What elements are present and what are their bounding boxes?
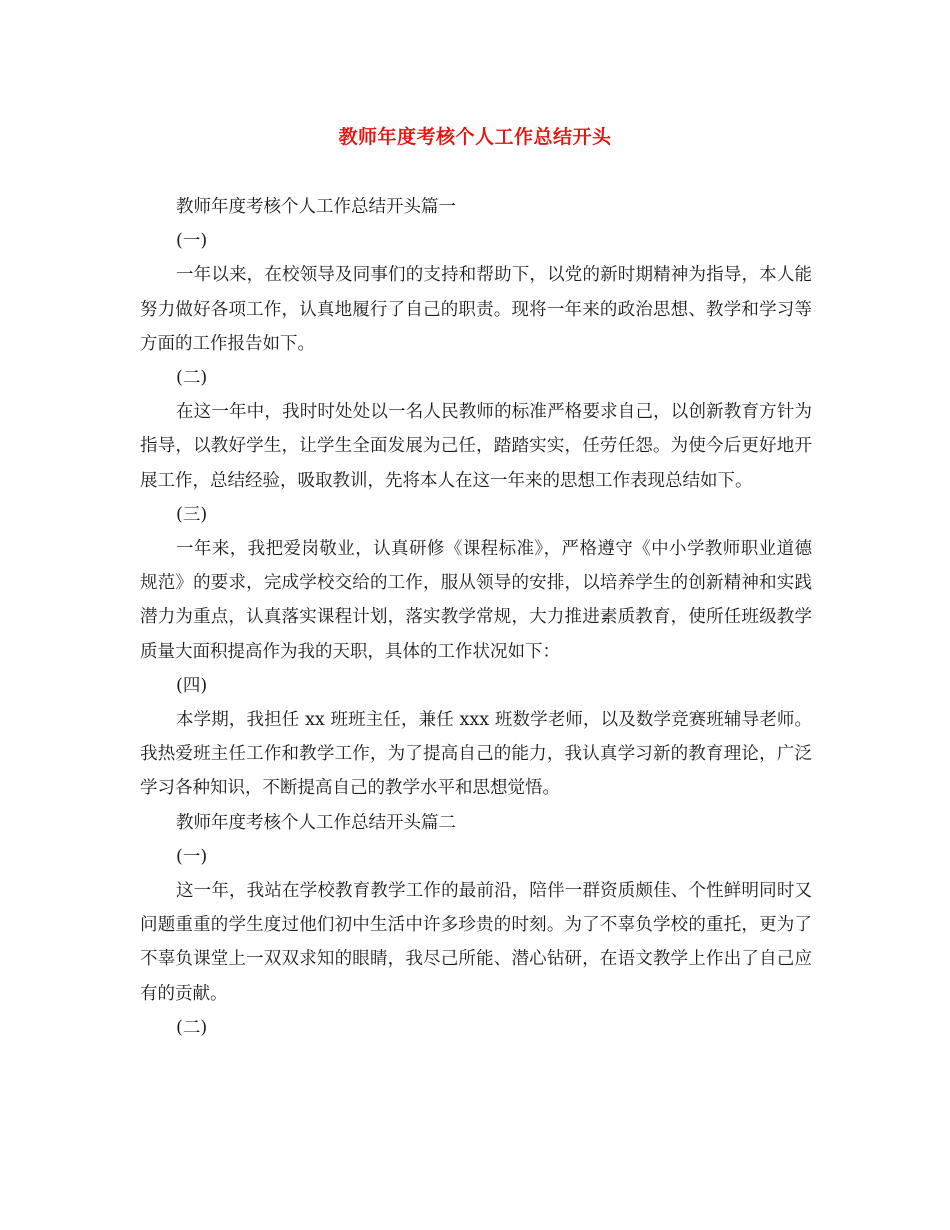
section-heading-1: 教师年度考核个人工作总结开头篇一 — [176, 197, 456, 217]
subsection-marker: (三) — [176, 504, 208, 525]
document-body — [140, 190, 812, 1045]
subsection-marker: (一) — [176, 231, 208, 252]
document-title: 教师年度考核个人工作总结开头 — [338, 126, 612, 148]
body-paragraph: 本学期，我担任 xx 班班主任，兼任 xxx 班数学老师，以及数学竞赛班辅导老师。我热爱班主任工作和教学工作，为了提高自己的能力，我认真学习新的教育理论，广泛学习各种知识，不断提高自己的教学水平和思想觉悟。 — [140, 710, 812, 799]
subsection-marker: (一) — [176, 846, 208, 867]
body-paragraph: 一年来，我把爱岗敬业，认真研修《课程标准》，严格遵守《中小学教师职业道德规范》的要求，完成学校交给的工作，服从领导的安排，以培养学生的创新精神和实践潜力为重点，认真落实课程计划，落实教学常规，大力推进素质教育，使所任班级教学质量大面积提高作为我的天职，具体的工作状况如下： — [140, 539, 812, 662]
subsection-marker: (二) — [176, 368, 208, 389]
body-paragraph: 一年以来，在校领导及同事们的支持和帮助下，以党的新时期精神为指导，本人能努力做好各项工作，认真地履行了自己的职责。现将一年来的政治思想、教学和学习等方面的工作报告如下。 — [140, 265, 812, 354]
subsection-marker: (二) — [176, 1017, 208, 1038]
subsection-marker: (四) — [176, 675, 208, 696]
section-heading-2: 教师年度考核个人工作总结开头篇二 — [176, 812, 456, 833]
body-paragraph: 这一年，我站在学校教育教学工作的最前沿，陪伴一群资质颇佳、个性鲜明同时又问题重重的学生度过他们初中生活中许多珍贵的时刻。为了不辜负学校的重托，更为了不辜负课堂上一双双求知的眼睛，我尽己所能、潜心钻研，在语文教学上作出了自己应有的贡献。 — [140, 881, 812, 1004]
body-paragraph: 在这一年中，我时时处处以一名人民教师的标准严格要求自己，以创新教育方针为指导，以教好学生，让学生全面发展为己任，踏踏实实，任劳任怨。为使今后更好地开展工作，总结经验，吸取教训，先将本人在这一年来的思想工作表现总结如下。 — [140, 402, 812, 491]
